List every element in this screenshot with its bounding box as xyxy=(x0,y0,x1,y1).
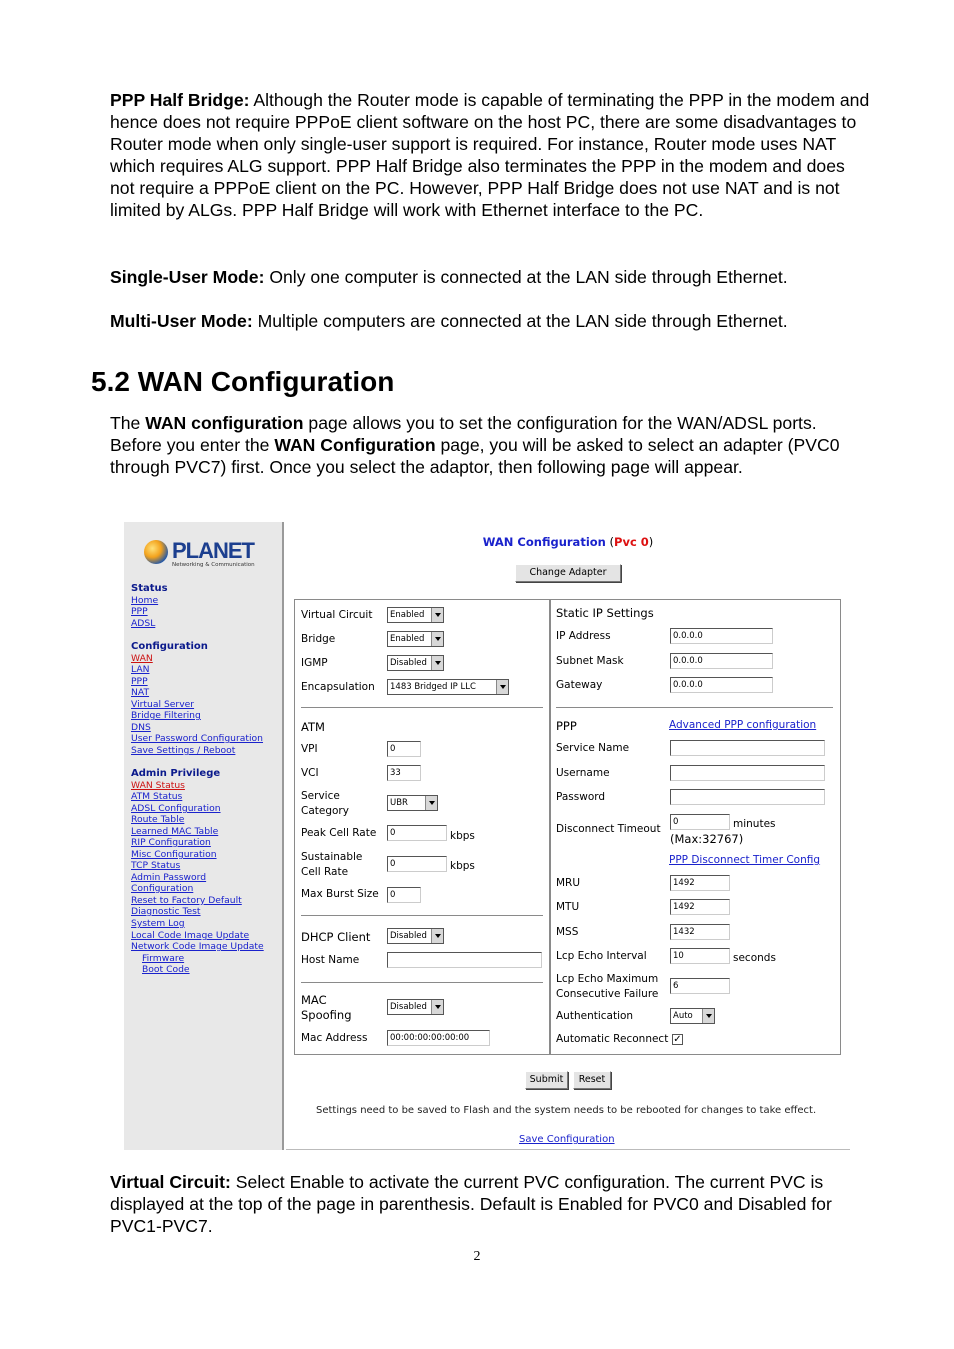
chevron-down-icon xyxy=(431,632,443,646)
encapsulation-label: Encapsulation xyxy=(301,681,375,693)
nav-link-admin-password[interactable]: Admin Password xyxy=(131,872,207,883)
service-category-label-line2: Category xyxy=(301,805,349,817)
sustainable-cell-rate-label-line2: Cell Rate xyxy=(301,866,349,878)
nav-link-admin-configuration[interactable]: Configuration xyxy=(131,883,194,894)
dhcp-client-value: Disabled xyxy=(390,931,427,941)
sustainable-cell-rate-unit: kbps xyxy=(450,860,475,872)
chevron-down-icon xyxy=(425,796,437,810)
nav-link-adsl-configuration[interactable]: ADSL Configuration xyxy=(131,803,221,814)
wan-config-screenshot xyxy=(124,522,850,1150)
service-category-label-line1: Service xyxy=(301,790,340,802)
mss-input[interactable]: 1432 xyxy=(670,924,730,940)
disconnect-timeout-unit: minutes xyxy=(733,818,776,830)
nav-link-wan-status[interactable]: WAN Status xyxy=(131,780,185,791)
chevron-down-icon xyxy=(496,680,508,694)
nav-link-config-ppp[interactable]: PPP xyxy=(131,676,148,687)
nav-link-firmware[interactable]: Firmware xyxy=(142,953,185,964)
title-pvc: Pvc 0 xyxy=(614,535,649,549)
ip-address-label: IP Address xyxy=(556,630,611,642)
logo-tagline: Networking & Communication xyxy=(172,562,255,568)
title-text: WAN Configuration xyxy=(482,535,606,549)
term-multi-user-mode: Multi-User Mode: xyxy=(110,311,253,331)
lcp-echo-interval-unit: seconds xyxy=(733,952,776,964)
service-name-label: Service Name xyxy=(556,742,630,754)
nav-link-network-image-update[interactable]: Network Code Image Update xyxy=(131,941,264,952)
save-configuration-link[interactable]: Save Configuration xyxy=(519,1134,615,1145)
lcp-echo-max-input[interactable]: 6 xyxy=(670,978,730,994)
nav-link-user-password[interactable]: User Password Configuration xyxy=(131,733,264,744)
nav-link-bridge-filtering[interactable]: Bridge Filtering xyxy=(131,710,201,721)
igmp-select[interactable] xyxy=(387,655,444,671)
disconnect-timeout-label: Disconnect Timeout xyxy=(556,823,661,835)
gateway-input[interactable]: 0.0.0.0 xyxy=(670,677,773,693)
nav-link-virtual-server[interactable]: Virtual Server xyxy=(131,699,195,710)
intro-part-e: page, you will be asked to select an adapter (PVC0 through PVC7) first. Once you select the adaptor, then following page will appear. xyxy=(110,435,840,477)
term-ppp-half-bridge: PPP Half Bridge: xyxy=(110,90,250,110)
intro-part-a: The xyxy=(110,413,146,433)
subnet-mask-label: Subnet Mask xyxy=(556,655,624,667)
username-input[interactable] xyxy=(670,765,825,781)
mac-address-input[interactable]: 00:00:00:00:00:00 xyxy=(387,1030,490,1046)
host-name-input[interactable] xyxy=(387,952,542,968)
igmp-value: Disabled xyxy=(390,658,427,668)
max-burst-size-input[interactable]: 0 xyxy=(387,887,421,903)
lcp-echo-max-label-line2: Consecutive Failure xyxy=(556,988,659,1000)
nav-link-tcp-status[interactable]: TCP Status xyxy=(131,860,181,871)
sidebar xyxy=(124,522,284,1150)
sustainable-cell-rate-input[interactable]: 0 xyxy=(387,856,447,872)
mac-address-label: Mac Address xyxy=(301,1032,368,1044)
authentication-label: Authentication xyxy=(556,1010,634,1022)
nav-heading-admin: Admin Privilege xyxy=(131,768,221,779)
chevron-down-icon xyxy=(431,656,443,670)
text-single-user-mode: Only one computer is connected at the LAN side through Ethernet. xyxy=(264,267,788,287)
title-paren-close: ) xyxy=(648,535,654,549)
title-paren-open: ( xyxy=(605,535,615,549)
nav-link-reset-factory[interactable]: Reset to Factory Default xyxy=(131,895,242,906)
chevron-down-icon xyxy=(431,929,443,943)
host-name-label: Host Name xyxy=(301,954,360,966)
vpi-label: VPI xyxy=(301,743,318,755)
virtual-circuit-value: Enabled xyxy=(390,610,425,620)
nav-link-save-reboot[interactable]: Save Settings / Reboot xyxy=(131,745,236,756)
page-title xyxy=(286,535,850,549)
vpi-input[interactable]: 0 xyxy=(387,741,421,757)
paragraph-virtual-circuit xyxy=(110,1171,870,1237)
paragraph-wan-intro xyxy=(110,412,870,478)
nav-link-lan[interactable]: LAN xyxy=(131,664,150,675)
atm-heading: ATM xyxy=(301,720,325,734)
nav-link-rip[interactable]: RIP Configuration xyxy=(131,837,211,848)
text-multi-user-mode: Multiple computers are connected at the LAN side through Ethernet. xyxy=(252,311,788,331)
advanced-ppp-link[interactable]: Advanced PPP configuration xyxy=(669,719,817,731)
planet-globe-icon xyxy=(144,540,168,564)
lcp-echo-interval-label: Lcp Echo Interval xyxy=(556,950,647,962)
static-ip-heading: Static IP Settings xyxy=(556,606,654,620)
intro-bold-a: WAN configuration xyxy=(145,413,304,433)
peak-cell-rate-label: Peak Cell Rate xyxy=(301,827,377,839)
mss-label: MSS xyxy=(556,926,579,938)
chevron-down-icon xyxy=(702,1009,714,1023)
ip-address-input[interactable]: 0.0.0.0 xyxy=(670,628,773,644)
mac-spoofing-value: Disabled xyxy=(390,1002,427,1012)
sustainable-cell-rate-label-line1: Sustainable xyxy=(301,851,363,863)
nav-link-atm-status[interactable]: ATM Status xyxy=(131,791,183,802)
authentication-value: Auto xyxy=(673,1011,693,1021)
change-adapter-button[interactable]: Change Adapter xyxy=(515,564,621,582)
bridge-select[interactable] xyxy=(387,631,444,647)
planet-logo xyxy=(144,538,264,568)
paragraph-single-user-mode xyxy=(110,266,870,288)
chevron-down-icon xyxy=(431,1000,443,1014)
nav-link-dns[interactable]: DNS xyxy=(131,722,151,733)
nav-link-adsl[interactable]: ADSL xyxy=(131,618,156,629)
nav-link-diagnostic[interactable]: Diagnostic Test xyxy=(131,906,201,917)
nav-link-wan[interactable]: WAN xyxy=(131,653,153,664)
mtu-label: MTU xyxy=(556,901,580,913)
nav-link-nat[interactable]: NAT xyxy=(131,687,150,698)
peak-cell-rate-input[interactable]: 0 xyxy=(387,825,447,841)
dhcp-client-label: DHCP Client xyxy=(301,930,371,944)
mac-spoofing-label-line2: Spoofing xyxy=(301,1008,352,1022)
vci-label: VCI xyxy=(301,767,319,779)
igmp-label: IGMP xyxy=(301,657,328,669)
virtual-circuit-label: Virtual Circuit xyxy=(301,609,373,621)
nav-link-boot-code[interactable]: Boot Code xyxy=(142,964,190,975)
section-heading: 5.2 WAN Configuration xyxy=(91,366,395,397)
chevron-down-icon xyxy=(431,608,443,622)
automatic-reconnect-checkbox[interactable]: ✓ xyxy=(673,1034,682,1045)
service-category-select[interactable] xyxy=(387,795,438,811)
nav-link-home[interactable]: Home xyxy=(131,595,159,606)
nav-link-misc[interactable]: Misc Configuration xyxy=(131,849,217,860)
encapsulation-select[interactable] xyxy=(387,679,509,695)
lcp-echo-interval-input[interactable]: 10 xyxy=(670,948,730,964)
peak-cell-rate-unit: kbps xyxy=(450,830,475,842)
nav-link-system-log[interactable]: System Log xyxy=(131,918,185,929)
ppp-heading: PPP xyxy=(556,719,577,733)
service-category-value: UBR xyxy=(390,798,408,808)
virtual-circuit-select[interactable] xyxy=(387,607,444,623)
disconnect-timer-link[interactable]: PPP Disconnect Timer Config xyxy=(669,854,821,866)
max-burst-size-label: Max Burst Size xyxy=(301,888,379,900)
mru-label: MRU xyxy=(556,877,581,889)
dhcp-client-select[interactable] xyxy=(387,928,444,944)
nav-heading-status: Status xyxy=(131,583,168,594)
reset-button[interactable]: Reset xyxy=(573,1071,611,1089)
submit-button[interactable]: Submit xyxy=(525,1071,568,1089)
separator xyxy=(301,915,543,916)
intro-part-c: page allows you to set the configuration for the WAN/ADSL ports. Before you enter the xyxy=(110,413,817,455)
text-virtual-circuit: Select Enable to activate the current PVC configuration. The current PVC is displayed at the top of the page in parenthesis. Default is Enabled for PVC0 and Disabled for PVC1-PVC7. xyxy=(110,1172,832,1236)
bottom-divider xyxy=(286,1149,850,1150)
vci-input[interactable]: 33 xyxy=(387,765,421,781)
nav-link-status-ppp[interactable]: PPP xyxy=(131,606,148,617)
nav-link-learned-mac[interactable]: Learned MAC Table xyxy=(131,826,219,837)
password-input[interactable] xyxy=(670,789,825,805)
gateway-label: Gateway xyxy=(556,679,603,691)
main-content xyxy=(286,522,850,1150)
disconnect-timeout-max: (Max:32767) xyxy=(670,832,744,846)
nav-link-local-image-update[interactable]: Local Code Image Update xyxy=(131,930,250,941)
lcp-echo-max-label-line1: Lcp Echo Maximum xyxy=(556,973,659,985)
mtu-input[interactable]: 1492 xyxy=(670,899,730,915)
nav-link-route-table[interactable]: Route Table xyxy=(131,814,185,825)
username-label: Username xyxy=(556,767,610,779)
text-ppp-half-bridge: Although the Router mode is capable of terminating the PPP in the modem and hence does not require PPPoE client software on the host PC, there are some disadvantages to Router mode when only single-user support is required. For instance, Router mode uses NAT which requires ALG support. PPP Half Bridge also terminates the PPP in the modem and does not require a PPPoE client on the PC. However, PPP Half Bridge does not use NAT and is not limited by ALGs. PPP Half Bridge will work with Ethernet interface to the PC. xyxy=(110,90,870,220)
page-number: 2 xyxy=(473,1249,481,1264)
intro-bold-b: WAN Configuration xyxy=(274,435,436,455)
mru-input[interactable]: 1492 xyxy=(670,875,730,891)
encapsulation-value: 1483 Bridged IP LLC xyxy=(390,682,476,692)
separator xyxy=(301,982,543,983)
bridge-value: Enabled xyxy=(390,634,425,644)
separator xyxy=(301,707,543,708)
subnet-mask-input[interactable]: 0.0.0.0 xyxy=(670,653,773,669)
service-name-input[interactable] xyxy=(670,740,825,756)
separator xyxy=(556,707,833,708)
logo-wordmark: PLANET xyxy=(172,538,254,563)
paragraph-multi-user-mode xyxy=(110,310,870,332)
term-single-user-mode: Single-User Mode: xyxy=(110,267,265,287)
mac-spoofing-select[interactable] xyxy=(387,999,444,1015)
term-virtual-circuit: Virtual Circuit: xyxy=(110,1172,231,1192)
bridge-label: Bridge xyxy=(301,633,336,645)
nav-heading-configuration: Configuration xyxy=(131,641,208,652)
mac-spoofing-label-line1: MAC xyxy=(301,993,327,1007)
disconnect-timeout-input[interactable]: 0 xyxy=(670,814,730,830)
automatic-reconnect-label: Automatic Reconnect xyxy=(556,1033,669,1045)
authentication-select[interactable] xyxy=(670,1008,715,1024)
paragraph-ppp-half-bridge xyxy=(110,89,870,221)
password-label: Password xyxy=(556,791,606,803)
save-reboot-note: Settings need to be saved to Flash and the system needs to be rebooted for changes to take effect. xyxy=(316,1105,817,1116)
